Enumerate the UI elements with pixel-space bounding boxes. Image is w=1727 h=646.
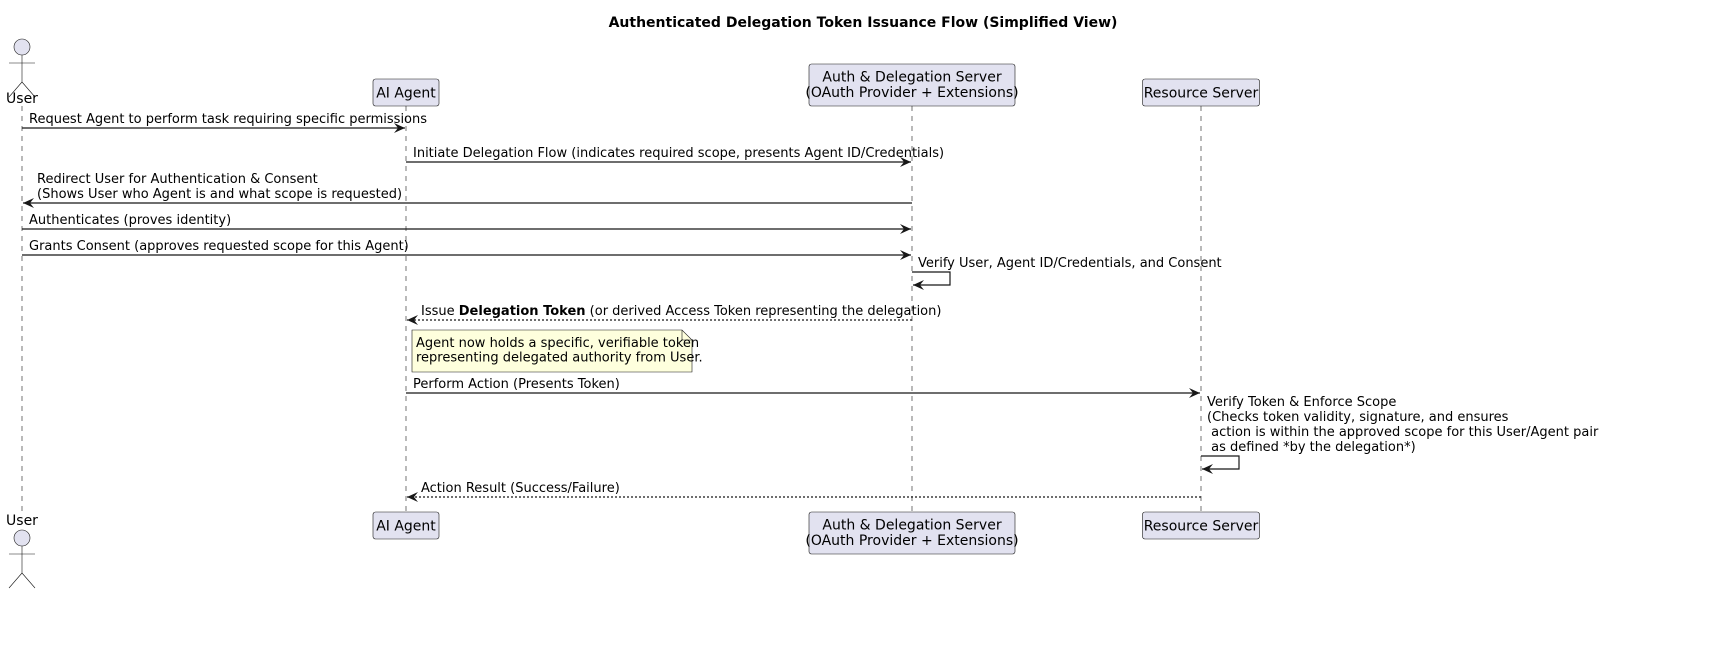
- note-text: Agent now holds a specific, verifiable token: [416, 336, 700, 351]
- message-label-part: as defined *by the delegation*): [1207, 440, 1416, 455]
- message-label: [1207, 395, 1396, 410]
- message-label-bold: Delegation Token: [458, 304, 586, 319]
- note-text: representing delegated authority from User.: [416, 350, 703, 366]
- message-label: [1207, 410, 1509, 425]
- actor-label: User: [6, 91, 38, 107]
- message-label-part: action is within the approved scope for this User/Agent pair: [1207, 425, 1599, 440]
- message-4: [22, 213, 911, 229]
- message-label-part: Issue: [421, 304, 459, 319]
- participant-auth-bottom: [805, 512, 1018, 554]
- message-label-part: Verify Token & Enforce Scope: [1207, 395, 1397, 410]
- participant-label: AI Agent: [376, 518, 436, 535]
- message-label: [421, 304, 941, 319]
- message-label-part: (Shows User who Agent is and what scope is requested): [37, 187, 403, 202]
- actor-label: User: [6, 513, 38, 529]
- message-label-part: Action Result (Success/Failure): [421, 481, 620, 496]
- participant-auth-top: [805, 64, 1018, 106]
- message-8: [406, 377, 1200, 393]
- actor-head-icon: [14, 39, 30, 55]
- message-label-part: (Checks token validity, signature, and ensures: [1207, 410, 1509, 425]
- actor-body-icon: [9, 546, 35, 588]
- message-1: [22, 112, 427, 128]
- message-label: [918, 256, 1222, 271]
- note-group: [412, 330, 703, 372]
- participant-resource-top: [1143, 79, 1260, 106]
- actor-user-bottom: [6, 513, 38, 588]
- participant-label: (OAuth Provider + Extensions): [805, 533, 1019, 549]
- message-label: [1207, 440, 1416, 455]
- message-7: [407, 304, 941, 320]
- participant-label: Auth & Delegation Server: [822, 517, 1002, 534]
- message-label-part: Request Agent to perform task requiring specific permissions: [29, 112, 428, 127]
- message-6: [912, 256, 1222, 285]
- message-9: [1201, 395, 1599, 469]
- message-5: [22, 239, 911, 255]
- message-label-part: Grants Consent (approves requested scope for this Agent): [29, 239, 409, 254]
- participant-label: Resource Server: [1143, 518, 1259, 535]
- message-label: [413, 146, 944, 161]
- message-label: [29, 239, 409, 254]
- message-label-part: (or derived Access Token representing the delegation): [585, 304, 942, 319]
- actor-head-icon: [14, 530, 30, 546]
- message-label-part: Initiate Delegation Flow (indicates required scope, presents Agent ID/Credentials): [413, 146, 945, 161]
- message-label: [421, 481, 620, 496]
- message-2: [406, 146, 944, 162]
- message-3: [23, 172, 912, 203]
- participant-label: (OAuth Provider + Extensions): [805, 85, 1019, 101]
- actor-user-top: [6, 39, 38, 107]
- message-label: [1207, 425, 1599, 440]
- message-label: [29, 112, 427, 127]
- message-label-part: Redirect User for Authentication & Consent: [37, 172, 318, 187]
- diagram-title: Authenticated Delegation Token Issuance Flow (Simplified View): [608, 15, 1118, 31]
- message-label-part: Verify User, Agent ID/Credentials, and Consent: [918, 256, 1222, 271]
- message-label-part: Authenticates (proves identity): [29, 213, 232, 228]
- messages: [22, 112, 1599, 497]
- message-10: [407, 481, 1201, 497]
- message-label: [37, 187, 402, 202]
- message-label-part: Perform Action (Presents Token): [413, 377, 620, 392]
- participant-label: Resource Server: [1143, 85, 1259, 102]
- participant-label: Auth & Delegation Server: [822, 69, 1002, 86]
- message-arrow: [912, 272, 950, 285]
- message-label: [37, 172, 318, 187]
- participant-agent-top: [373, 79, 439, 106]
- message-arrow: [1201, 456, 1239, 469]
- participant-resource-bottom: [1143, 512, 1260, 539]
- participant-label: AI Agent: [376, 85, 436, 102]
- message-label: [413, 377, 620, 392]
- message-label: [29, 213, 231, 228]
- participant-agent-bottom: [373, 512, 439, 539]
- note: [412, 330, 703, 372]
